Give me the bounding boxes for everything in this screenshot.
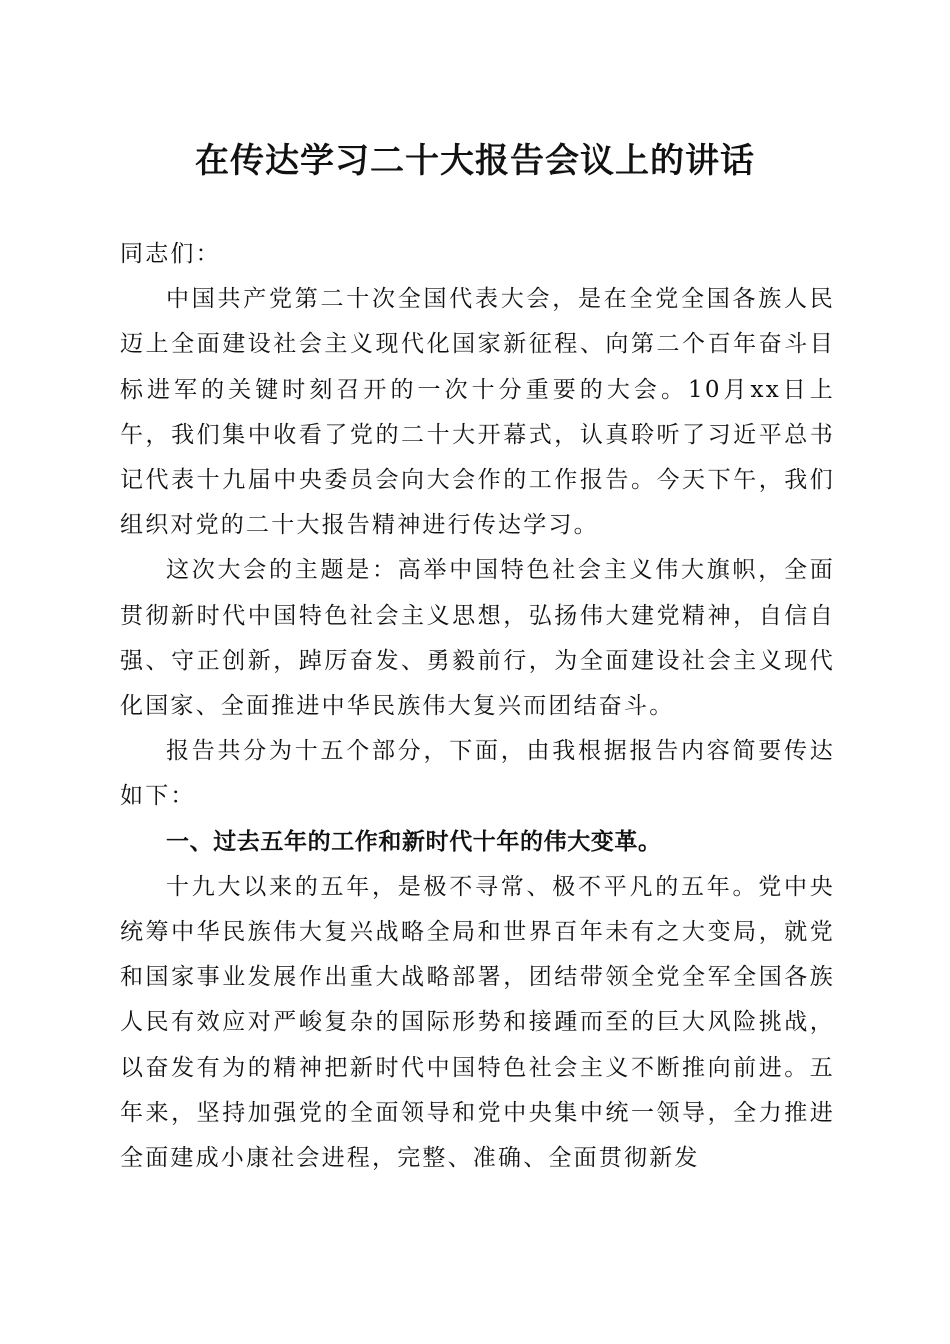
salutation: 同志们：	[120, 241, 221, 267]
paragraph-theme: 这次大会的主题是：高举中国特色社会主义伟大旗帜，全面贯彻新时代中国特色社会主义思想，弘扬伟大建党精神，自信自强、守正创新，踔厉奋发、勇毅前行，为全面建设社会主义现代化国家、全面推进中华民族伟大复兴而团结奋斗。	[120, 557, 835, 720]
document-title: 在传达学习二十大报告会议上的讲话	[195, 141, 755, 181]
document-body	[120, 232, 835, 1181]
paragraph-structure: 报告共分为十五个部分，下面，由我根据报告内容简要传达如下：	[120, 738, 835, 810]
paragraph-intro: 中国共产党第二十次全国代表大会，是在全党全国各族人民迈上全面建设社会主义现代化国家新征程、向第二个百年奋斗目标进军的关键时刻召开的一次十分重要的大会。10月xx日上午，我们集中收看了党的二十大开幕式，认真聆听了习近平总书记代表十九届中央委员会向大会作的工作报告。今天下午，我们组织对党的二十大报告精神进行传达学习。	[120, 286, 835, 539]
section-heading: 一、过去五年的工作和新时代十年的伟大变革。	[166, 828, 662, 855]
paragraph-section-one: 十九大以来的五年，是极不寻常、极不平凡的五年。党中央统筹中华民族伟大复兴战略全局和世界百年未有之大变局，就党和国家事业发展作出重大战略部署，团结带领全党全军全国各族人民有效应对严峻复杂的国际形势和接踵而至的巨大风险挑战，以奋发有为的精神把新时代中国特色社会主义不断推向前进。五年来，坚持加强党的全面领导和党中央集中统一领导，全力推进全面建成小康社会进程，完整、准确、全面贯彻新发	[120, 873, 835, 1172]
